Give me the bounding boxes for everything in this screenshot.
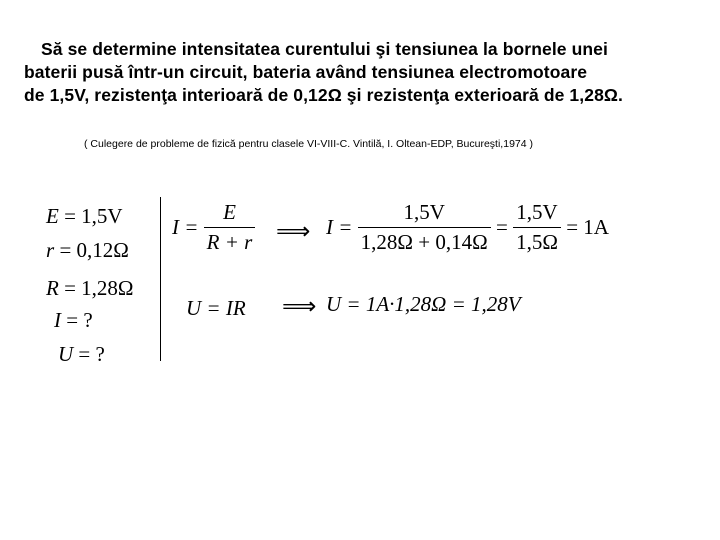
given-emf: E = 1,5V <box>46 204 123 228</box>
formula2-lhs: U = IR <box>186 296 246 320</box>
problem-line-2: baterii pusă într-un circuit, bateria având tensiunea electromotoare <box>24 62 588 82</box>
unknown-current: I = ? <box>54 308 93 332</box>
problem-line-3: de 1,5V, rezistenţa interioară de 0,12Ω şi rezistenţa exterioară de 1,28Ω. <box>24 85 623 105</box>
formula1-lhs2: I = <box>326 215 353 239</box>
formula1-fraction <box>204 200 256 255</box>
formula2-rhs: U = 1A·1,28Ω = 1,28V <box>326 292 521 316</box>
formula1-denominator3: 1,5Ω <box>513 227 561 255</box>
formula-voltage <box>186 296 246 321</box>
given-internal-resistance: r = 0,12Ω <box>46 238 129 262</box>
formula-ohm-circuit <box>172 200 255 255</box>
formula-voltage-calculation <box>326 292 521 317</box>
formula1-numerator2: 1,5V <box>403 200 445 224</box>
separator-line <box>160 197 161 361</box>
implies-arrow-1: ⟹ <box>276 217 311 245</box>
given-external-resistance: R = 1,28Ω <box>46 276 134 300</box>
formula-current-calculation <box>326 200 609 255</box>
formula1-fraction2 <box>358 200 491 255</box>
source-citation: ( Culegere de probleme de fizică pentru clasele VI-VIII-C. Vintilă, I. Oltean-EDP, Bucureşti,1974 ) <box>84 138 533 150</box>
problem-line-1: Să se determine intensitatea curentului şi tensiunea la bornele unei <box>41 39 608 59</box>
formula1-denominator2: 1,28Ω + 0,14Ω <box>358 227 491 255</box>
formula1-fraction3 <box>513 200 561 255</box>
formula1-denominator: R + r <box>204 227 256 255</box>
problem-statement <box>24 38 714 107</box>
formula1-lhs: I = <box>172 215 199 239</box>
formula1-equals: = <box>495 215 508 239</box>
formula1-numerator3: 1,5V <box>516 200 558 224</box>
formula1-numerator: E <box>223 200 236 224</box>
unknown-voltage: U = ? <box>58 342 105 366</box>
implies-arrow-2: ⟹ <box>282 292 317 320</box>
formula1-result: = 1A <box>566 215 609 239</box>
